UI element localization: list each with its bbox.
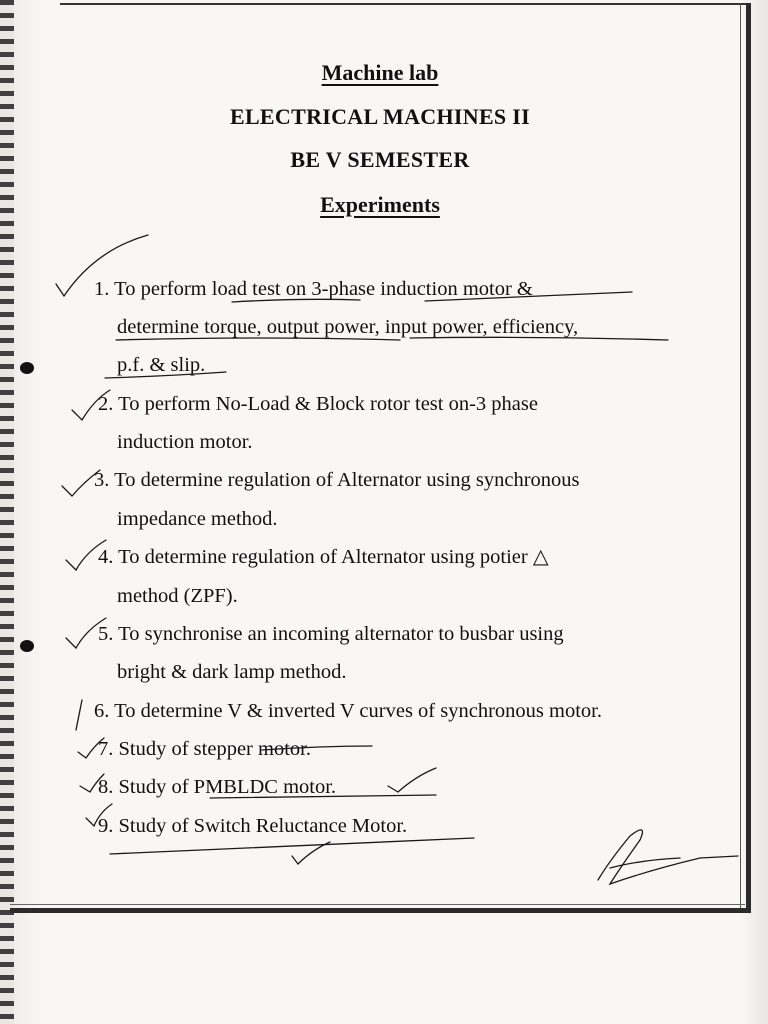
semester-title: BE V SEMESTER — [290, 147, 470, 172]
page-border-right-inner — [740, 3, 741, 913]
experiment-1-line-3: p.f. & slip. — [117, 354, 206, 376]
experiment-3-line-1: 3. To determine regulation of Alternator using synchronous — [94, 469, 580, 491]
experiment-1-line-2: determine torque, output power, input power, efficiency, — [117, 316, 579, 338]
experiment-2-line-1: 2. To perform No-Load & Block rotor test on-3 phase — [98, 393, 538, 415]
page-border-right — [746, 3, 751, 913]
page-border-bottom-inner — [10, 904, 745, 905]
experiment-1-line-1: 1. To perform load test on 3-phase induction motor & — [94, 278, 533, 300]
punch-hole — [20, 640, 34, 652]
experiment-4-line-1: 4. To determine regulation of Alternator using potier △ — [98, 546, 549, 568]
section-title: Experiments — [320, 192, 440, 217]
tick-mark-8b — [388, 768, 436, 792]
experiment-7-line-1: 7. Study of stepper motor. — [98, 738, 311, 760]
experiment-5-line-2: bright & dark lamp method. — [117, 661, 347, 683]
page-border-bottom — [10, 908, 751, 913]
lab-title: Machine lab — [321, 60, 439, 85]
experiment-4-line-2: method (ZPF). — [117, 585, 238, 607]
subject-title: ELECTRICAL MACHINES II — [229, 104, 530, 129]
experiment-2-line-2: induction motor. — [117, 431, 253, 453]
experiment-9-line-1: 9. Study of Switch Reluctance Motor. — [98, 815, 408, 837]
page-border-top — [60, 3, 750, 5]
experiment-5-line-1: 5. To synchronise an incoming alternator to busbar using — [98, 623, 564, 645]
experiment-6-line-1: 6. To determine V & inverted V curves of synchronous motor. — [94, 700, 602, 722]
punch-hole — [20, 362, 34, 374]
underline — [110, 838, 474, 854]
tick-mark-9b — [292, 842, 330, 864]
experiment-3-line-2: impedance method. — [117, 508, 278, 530]
experiment-8-line-1: 8. Study of PMBLDC motor. — [98, 776, 337, 798]
signature-icon — [610, 858, 680, 868]
tick-mark-6 — [76, 700, 82, 730]
signature-icon — [598, 830, 738, 884]
